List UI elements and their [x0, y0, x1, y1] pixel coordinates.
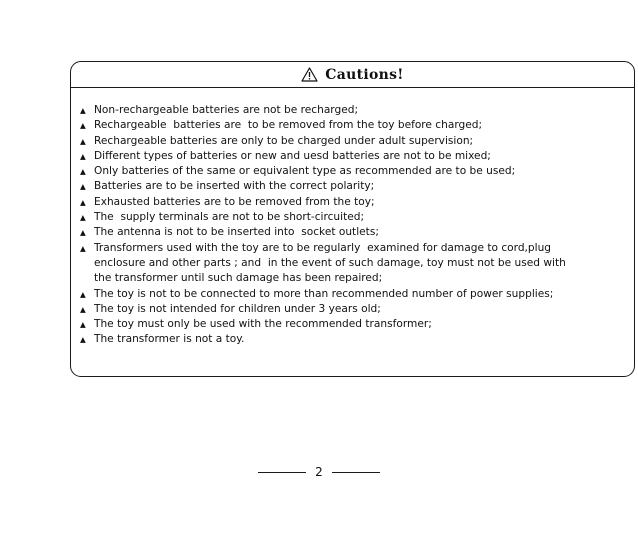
caution-text-line: Different types of batteries or new and uesd batteries are not to be mixed; [94, 149, 491, 162]
caution-text [94, 164, 515, 179]
triangle-bullet-icon: ▲ [80, 213, 86, 223]
caution-text-line: the transformer until such damage has been repaired; [94, 272, 383, 285]
cautions-title: Cautions! [325, 66, 404, 83]
caution-text-line: Batteries are to be inserted with the correct polarity; [94, 180, 375, 193]
triangle-bullet-icon: ▲ [80, 121, 86, 131]
triangle-bullet-icon: ▲ [80, 304, 86, 314]
triangle-bullet-icon: ▲ [80, 136, 86, 146]
triangle-bullet-icon: ▲ [80, 167, 86, 177]
caution-text [94, 195, 375, 210]
footer-rule-right [332, 472, 380, 473]
caution-text [94, 287, 553, 302]
caution-text-line: enclosure and other parts ; and in the event of such damage, toy must not be used with [94, 256, 566, 269]
caution-item [80, 103, 630, 118]
triangle-bullet-icon: ▲ [80, 151, 86, 161]
caution-text-line: The toy is not to be connected to more than recommended number of power supplies; [94, 287, 554, 300]
page-number: 2 [315, 465, 323, 479]
caution-text-line: The antenna is not to be inserted into socket outlets; [94, 226, 379, 239]
caution-text-line: The toy is not intended for children under 3 years old; [94, 302, 381, 315]
caution-item [80, 164, 630, 179]
caution-item [80, 287, 630, 302]
caution-text [94, 210, 364, 225]
cautions-header [71, 62, 634, 88]
caution-text-line: The toy must only be used with the recommended transformer; [94, 318, 432, 331]
warning-triangle-icon [301, 67, 318, 82]
triangle-bullet-icon: ▲ [80, 182, 86, 192]
caution-text-line: The supply terminals are not to be short-circuited; [94, 211, 365, 224]
caution-text-line: Only batteries of the same or equivalent type as recommended are to be used; [94, 165, 516, 178]
caution-item [80, 241, 630, 287]
caution-text [94, 103, 358, 118]
caution-item [80, 118, 630, 133]
caution-item [80, 302, 630, 317]
caution-text [94, 302, 381, 317]
caution-item [80, 317, 630, 332]
cautions-list [80, 103, 630, 348]
caution-item [80, 149, 630, 164]
caution-text [94, 179, 374, 194]
triangle-bullet-icon: ▲ [80, 335, 86, 345]
caution-text-line: Rechargeable batteries are only to be charged under adult supervision; [94, 134, 474, 147]
caution-item [80, 225, 630, 240]
caution-item [80, 210, 630, 225]
caution-item [80, 179, 630, 194]
triangle-bullet-icon: ▲ [80, 243, 86, 253]
caution-item [80, 195, 630, 210]
caution-text [94, 225, 379, 240]
caution-text-line: Rechargeable batteries are to be removed from the toy before charged; [94, 119, 483, 132]
caution-text-line: Exhausted batteries are to be removed from the toy; [94, 195, 375, 208]
caution-item [80, 332, 630, 347]
triangle-bullet-icon: ▲ [80, 289, 86, 299]
caution-text-line: Non-rechargeable batteries are not be recharged; [94, 104, 359, 116]
triangle-bullet-icon: ▲ [80, 228, 86, 238]
triangle-bullet-icon: ▲ [80, 320, 86, 330]
triangle-bullet-icon: ▲ [80, 197, 86, 207]
caution-item [80, 134, 630, 149]
page-footer [0, 465, 638, 479]
caution-text [94, 134, 473, 149]
caution-text [94, 118, 482, 133]
caution-text-line: Transformers used with the toy are to be regularly examined for damage to cord,plug [94, 241, 552, 254]
caution-text [94, 241, 566, 287]
caution-text [94, 317, 432, 332]
caution-text [94, 332, 244, 347]
caution-text-line: The transformer is not a toy. [94, 333, 245, 346]
triangle-bullet-icon: ▲ [80, 106, 86, 115]
footer-rule-left [258, 472, 306, 473]
cautions-panel [70, 61, 635, 377]
caution-text [94, 149, 491, 164]
